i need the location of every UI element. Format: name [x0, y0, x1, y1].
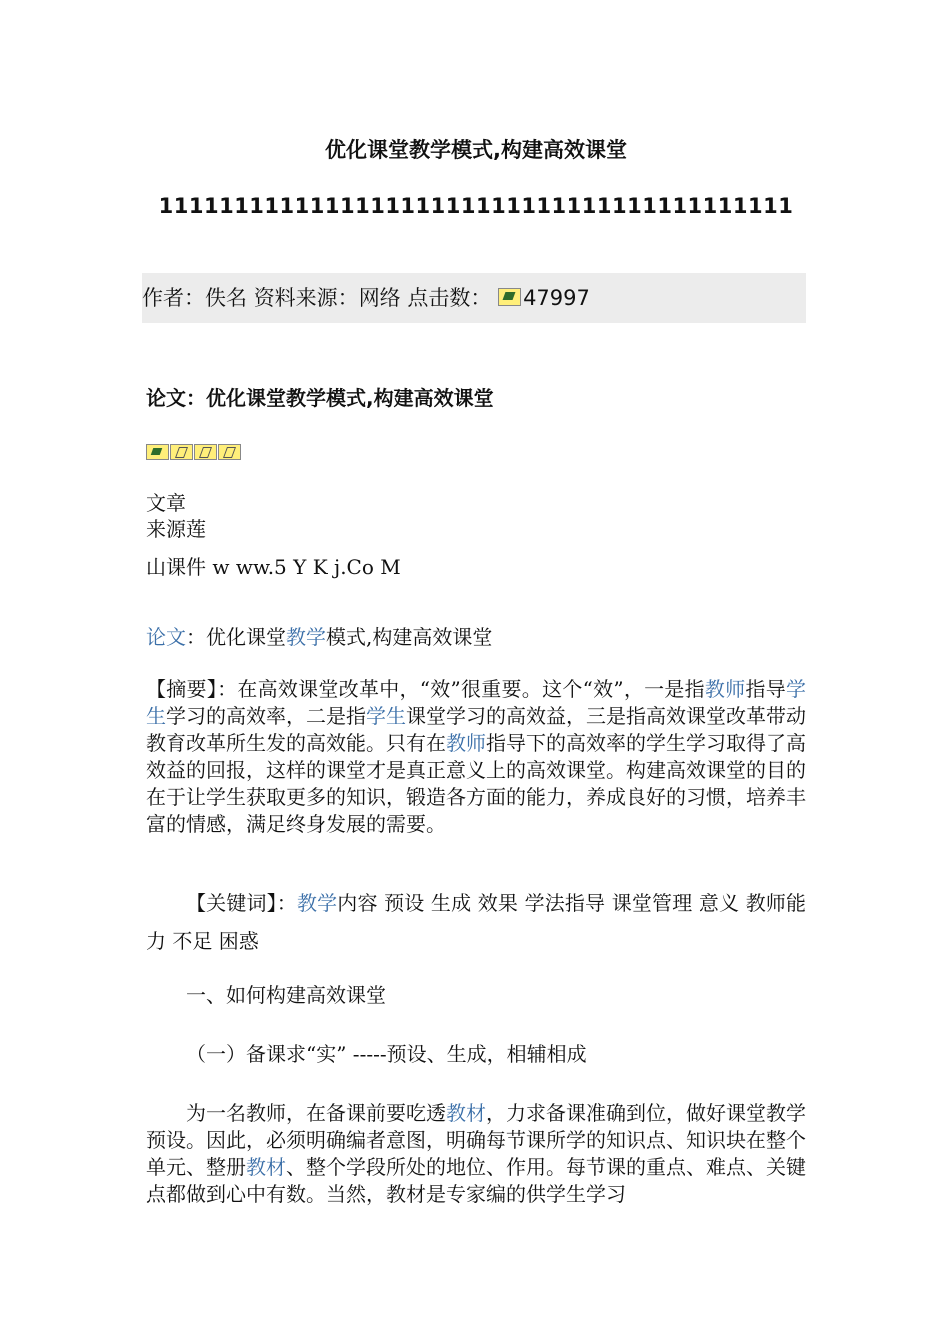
subheading-text: ：优化课堂 — [186, 625, 286, 649]
link-textbook-2[interactable]: 教材 — [246, 1155, 286, 1179]
abstract-paragraph — [146, 676, 806, 838]
rating-icon[interactable] — [218, 444, 241, 460]
link-teaching-2[interactable]: 教学 — [296, 891, 338, 915]
body-paragraph — [146, 1100, 806, 1208]
author-value: 佚名 — [205, 286, 247, 310]
link-teaching[interactable]: 教学 — [286, 625, 326, 649]
abstract-text-1: 【摘要】：在高效课堂改革中，“效”很重要。这个“效”，一是指 — [146, 677, 705, 701]
rating-icon[interactable] — [170, 444, 193, 460]
keywords-label: 【关键词】： — [186, 891, 297, 915]
rating-icon[interactable] — [194, 444, 217, 460]
abstract-text-5: 指导下的高效率的学生学习取得了高效益的回报，这样的课堂才是真正意义上的高效课堂。构建高效课堂的目的在于让学生获取更多的知识，锻造各方面的能力，养成良好的习惯，培养丰富的情感，满足终身发展的需要。 — [146, 731, 806, 836]
document-subtitle: 111111111111111111111111111111111111111111 — [158, 194, 794, 218]
abstract-text-2: 指导 — [745, 677, 787, 701]
section-heading-1: 一、如何构建高效课堂 — [186, 983, 386, 1007]
body-text-3: 、整个学段所处的地位、作用。每节课的重点、难点、关键点都做到心中有数。当然，教材是专家编的供学生学习 — [146, 1155, 806, 1206]
link-student-2[interactable]: 学生 — [366, 704, 406, 728]
counter-icon — [498, 288, 521, 306]
link-textbook[interactable]: 教材 — [446, 1101, 486, 1125]
abstract-text-3: 学习的高效率，二是指 — [166, 704, 366, 728]
link-paper[interactable]: 论文 — [146, 625, 186, 649]
source-note-line2: 来源莲 — [146, 517, 206, 541]
link-teacher-2[interactable]: 教师 — [446, 731, 486, 755]
keywords-paragraph — [146, 884, 806, 960]
click-count: 47997 — [523, 286, 590, 310]
abstract-text-4: 课堂学习的高效益，三是指高效课堂改革带动教育改革所生发的高效能。只有在 — [146, 704, 806, 755]
article-subheading — [146, 624, 492, 650]
body-text-1: 为一名教师，在备课前要吃透 — [186, 1101, 446, 1125]
source-note-line3: 山课件 w ww.5 Y K j.Co M — [146, 555, 401, 579]
source-value: 网络 — [358, 286, 401, 310]
subsection-heading-1: （一）备课求“实” -----预设、生成，相辅相成 — [186, 1042, 587, 1066]
rating-icon[interactable] — [146, 444, 169, 460]
article-heading: 论文：优化课堂教学模式,构建高效课堂 — [146, 386, 494, 410]
source-label: 资料来源： — [253, 286, 359, 310]
keywords-text: 内容 预设 生成 效果 学法指导 课堂管理 意义 教师能力 不足 困惑 — [146, 891, 807, 953]
rating-icons — [146, 444, 242, 460]
subheading-text-2: 模式,构建高效课堂 — [326, 625, 493, 649]
source-note-line1: 文章 — [146, 491, 186, 515]
author-label: 作者： — [142, 286, 205, 310]
article-meta-bar — [142, 273, 806, 323]
link-student[interactable]: 学生 — [146, 677, 807, 728]
document-title: 优化课堂教学模式,构建高效课堂 — [325, 138, 627, 162]
link-teacher[interactable]: 教师 — [704, 677, 746, 701]
body-text-2: ，力求备课准确到位，做好课堂教学预设。因此，必须明确编者意图，明确每节课所学的知识点、知识块在整个单元、整册 — [146, 1101, 806, 1179]
clicks-label: 点击数： — [407, 286, 492, 310]
